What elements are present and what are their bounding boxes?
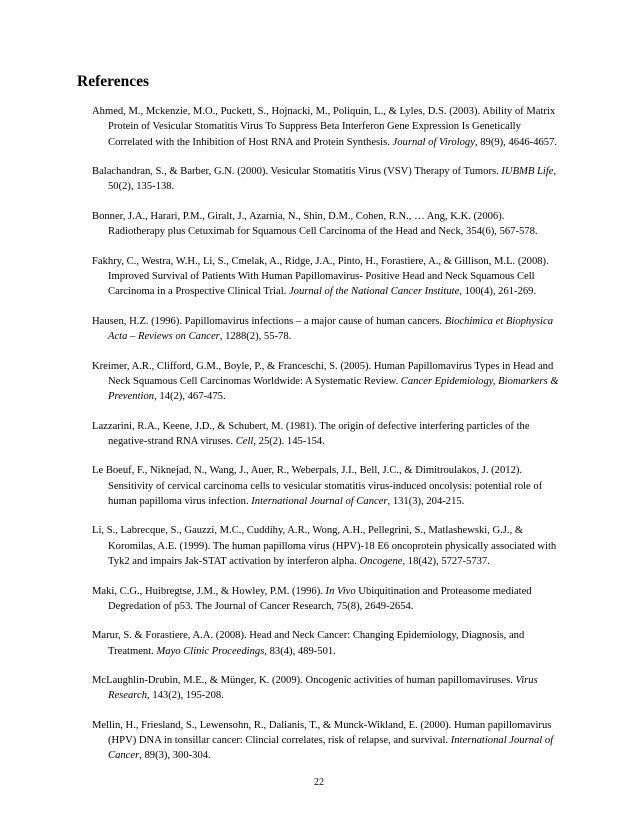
reference-entry bbox=[92, 584, 560, 615]
reference-entry bbox=[92, 463, 560, 509]
reference-entry bbox=[92, 164, 560, 195]
reference-entry bbox=[92, 523, 560, 569]
reference-list bbox=[92, 104, 560, 778]
reference-text: Hausen, H.Z. (1996). Papillomavirus infections – a major cause of human cancers. bbox=[92, 315, 445, 327]
reference-entry bbox=[92, 254, 560, 300]
reference-text: Kreimer, A.R., Clifford, G.M., Boyle, P., & Franceschi, S. (2005). Human Papillomavirus Types in Head and Neck Squamous Cell Carcinomas Worldwide: A Systematic Review. bbox=[92, 360, 554, 387]
reference-venue: International Journal of Cancer bbox=[108, 735, 554, 762]
reference-text: Lazzarini, R.A., Keene, J.D., & Schubert, M. (1981). The origin of defective interfering particles of the negative-strand RNA viruses. bbox=[92, 420, 530, 447]
reference-tail: , 131(3), 204-215. bbox=[387, 495, 465, 507]
reference-venue: Virus Research bbox=[108, 675, 538, 702]
reference-tail: , 25(2). 145-154. bbox=[253, 435, 325, 447]
reference-tail: , 89(9), 4646-4657. bbox=[474, 136, 558, 148]
reference-entry bbox=[92, 419, 560, 450]
reference-tail: , 1288(2), 55-78. bbox=[219, 331, 292, 343]
reference-text: Le Boeuf, F., Niknejad, N., Wang, J., Auer, R., Weberpals, J.I., Bell, J.C., & Dimitroulakos, J. (2012). Sensitivity of cervical carcinoma cells to vesicular stomatitis virus-induced oncolysis: potential role of human papilloma virus infection. bbox=[92, 465, 543, 507]
reference-tail: , 18(42), 5727-5737. bbox=[402, 556, 490, 568]
reference-text: Maki, C.G., Huibregtse, J.M., & Howley, P.M. (1996). bbox=[92, 585, 326, 597]
reference-venue: Oncogene bbox=[359, 556, 403, 568]
reference-text: Fakhry, C., Westra, W.H., Li, S., Cmelak, A., Ridge, J.A., Pinto, H., Forastiere, A., & Gillison, M.L. (2008). Improved Survival of Patients With Human Papillomavirus- Positive Head and Neck Squamous Cell Carcinoma in a Prospective Clinical Trial. bbox=[92, 255, 549, 298]
reference-venue: International Journal of Cancer bbox=[251, 495, 388, 507]
reference-text: Ahmed, M., Mckenzie, M.O., Puckett, S., Hojnacki, M., Poliquin, L., & Lyles, D.S. (2003). Ability of Matrix Protein of Vesicular Stomatitis Virus To Suppress Beta Interferon Gene Expression Is Genetically Correlated with the Inhibition of Host RNA and Protein Synthesis. bbox=[92, 106, 556, 148]
reference-text: Balachandran, S., & Barber, G.N. (2000). Vesicular Stomatitis Virus (VSV) Therapy of Tumors. bbox=[92, 166, 502, 178]
reference-venue: Biochimica et Biophysica Acta – Reviews on Cancer bbox=[108, 315, 553, 343]
reference-venue: Cell bbox=[235, 435, 254, 447]
reference-text: Bonner, J.A., Harari, P.M., Giralt, J., Azarnia, N., Shin, D.M., Cohen, R.N., … Ang, K.K. (2006). Radiotherapy plus Cetuximab for Squamous Cell Carcinoma of the Head and Neck, 354(6), 567-578. bbox=[92, 210, 538, 238]
reference-entry bbox=[92, 359, 560, 405]
reference-text: Li, S., Labrecque, S., Gauzzi, M.C., Cuddihy, A.R., Wong, A.H., Pellegrini, S., Matlashewski, G.J., & Koromilas, A.E. (1999). The human papilloma virus (HPV)-18 E6 oncoprotein physically associated with Tyk2 and impairs Jak-STAT activation by interferon alpha. bbox=[92, 525, 557, 568]
reference-tail: , 14(2), 467-475. bbox=[154, 391, 226, 403]
page-number: 22 bbox=[314, 777, 324, 788]
reference-tail: Ubiquitination and Proteasome mediated Degredation of p53. The Journal of Cancer Research, 75(8), 2649-2654. bbox=[108, 585, 532, 612]
reference-entry bbox=[92, 718, 560, 764]
reference-venue: Mayo Clinic Proceedings bbox=[156, 645, 265, 657]
reference-venue: IUBMB Life bbox=[501, 166, 554, 178]
reference-tail: , 83(4), 489-501. bbox=[264, 645, 336, 657]
reference-venue: In Vivo bbox=[325, 585, 356, 597]
reference-venue: Cancer Epidemiology, Biomarkers & Prevention bbox=[108, 375, 559, 403]
reference-entry bbox=[92, 209, 560, 240]
references-heading: References bbox=[77, 73, 150, 90]
reference-entry bbox=[92, 314, 560, 345]
reference-entry bbox=[92, 104, 560, 150]
reference-entry bbox=[92, 673, 560, 704]
reference-venue: Journal of Virology bbox=[392, 136, 475, 148]
reference-venue: Journal of the National Cancer Institute bbox=[288, 286, 460, 298]
reference-text: Marur, S. & Forastiere, A.A. (2008). Head and Neck Cancer: Changing Epidemiology, Diagnosis, and Treatment. bbox=[92, 630, 525, 657]
reference-text: McLaughlin-Drubin, M.E., & Münger, K. (2009). Oncogenic activities of human papillomaviruses. bbox=[92, 675, 516, 687]
reference-tail: , 50(2), 135-138. bbox=[108, 166, 557, 193]
reference-tail: , 89(3), 300-304. bbox=[139, 750, 211, 762]
reference-tail: , 143(2), 195-208. bbox=[147, 690, 224, 702]
reference-entry bbox=[92, 628, 560, 659]
reference-text: Mellin, H., Friesland, S., Lewensohn, R., Dalianis, T., & Munck-Wikland, E. (2000). Human papillomavirus (HPV) DNA in tonsillar cancer: Clincial correlates, risk of relapse, and survival. bbox=[92, 719, 552, 747]
reference-tail: , 100(4), 261-269. bbox=[459, 286, 537, 298]
